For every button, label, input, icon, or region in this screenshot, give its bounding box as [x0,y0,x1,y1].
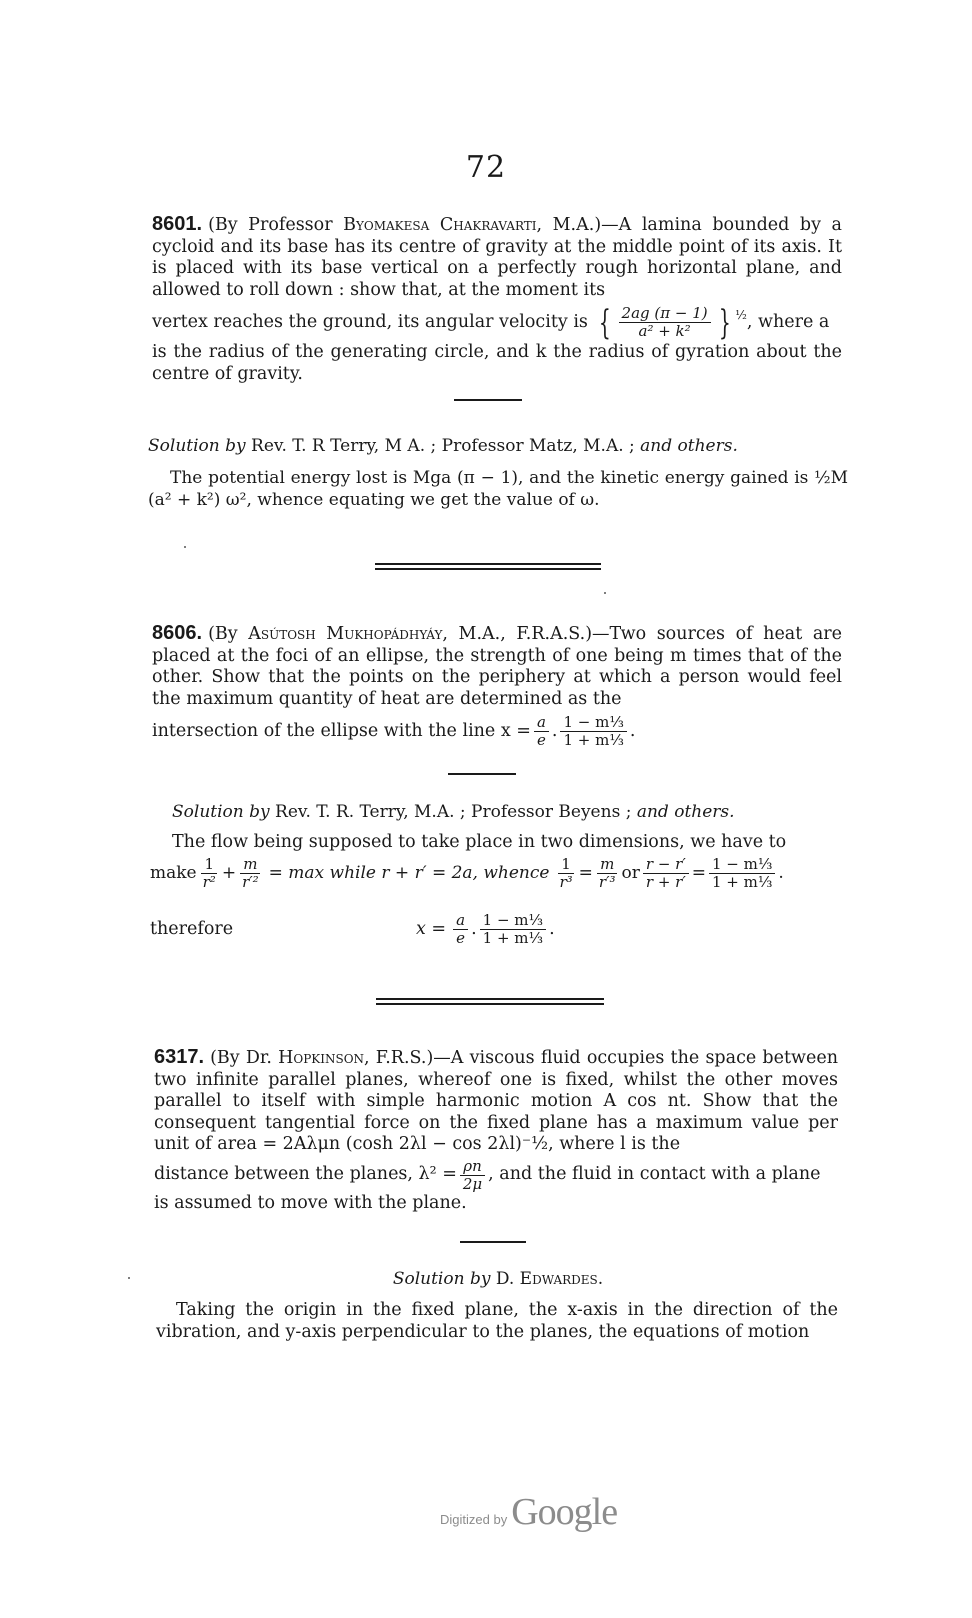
solution-6317-heading [148,1268,848,1290]
problem-number: 8606. [152,622,203,644]
solution-8606: Solution by Rev. T. R. Terry, M.A. ; Professor Beyens ; and others. [172,802,735,822]
problem-text: of heat are placed at the foci of an ellipse, the strength of one being m times that of the other. Show that the points on the periphery at which a person would feel the maximum quantity of heat are determined as the [152,624,842,709]
separator-rule [454,399,522,401]
problem-8606-statement: 8606. (By Asútosh Mukhopádhyáy, M.A., F.R.A.S.)—Two sources of heat are placed at the foci of an ellipse, the strength of one being m times that of the other. Show that the points on the periphery at which a person would feel the maximum quantity of heat are determined as the [152,622,842,709]
therefore-line: therefore x = $\frac{a}{e}$ . $\frac{\text{1 − m⅓}}{\text{1 + m⅓}}$ . [150,911,555,947]
digitized-watermark: Digitized by Google [440,1491,618,1533]
problem-8601-statement: 8601. (By Professor Byomakesa Chakravarti, M.A.)—A lamina bounded by a cycloid and its base has its centre of gravity at the middle point of its axis. It is placed with its base vertical on a perfectly rough horizontal plane, and allowed to roll down : show that, at the moment its [152,213,842,300]
speck [128,1277,130,1279]
problem-6317 [154,1047,838,1214]
problem-number: 6317. [154,1046,205,1068]
separator-rule [448,773,516,775]
left-brace: { [598,302,611,343]
fraction: $\frac{2ag (\pi - 1)}{\text{a² + k²}}$ [619,305,711,340]
solver-names: D. Edwardes. [490,1269,604,1289]
solution-6317-body: Taking the origin in the fixed plane, the x-axis in the direction of the vibration, and y-axis perpendicular to the planes, the equations of motion [156,1300,838,1342]
problem-number: 8601. [152,213,203,235]
author-name: Hopkinson [278,1048,365,1068]
maximum-condition-line: make $\frac{1}{\text{r²}}$ + $\frac{m}{\text{r′²}}$ = max while r + r′ = 2a, whence $\frac{1}{\text{r³}}$ = $\frac{m}{\text{r′³}}$ or $\frac{r - r'}{r + r'}$ = $\frac{\text{1 − m⅓}}{\text{1 + m⅓}}$ . [150,855,784,891]
problem-text-end: is the radius of the generating circle, and k the radius of gyration about the centre of gravity. [152,342,842,384]
angular-velocity-line: vertex reaches the ground, its angular velocity is { $\frac{2ag (\pi - 1)}{\text{a² + k²}}$ } $^{\frac{1}{2}}$ , where a [152,302,830,343]
separator-rule [460,1241,526,1243]
speck [604,592,606,594]
speck [184,546,186,548]
google-logo: Google [511,1491,618,1533]
solution-8601: Solution by Rev. T. R Terry, M A. ; Professor Matz, M.A. ; and others. The potential energy lost is Mga (π − 1), and the kinetic energy gained is ½M (a² + k²) ω², whence equating we get the value of ω. [148,436,848,510]
page-number: 72 [465,150,507,185]
problem-6317-statement: 6317. (By Dr. Hopkinson, F.R.S.)—A viscous fluid occupies the space between two infinite parallel planes, whereof one is fixed, whilst the other moves parallel to itself with simple harmonic motion A cos nt. Show that the consequent tangential force on the fixed plane has a maximum value per unit of area = 2Aλμn (cosh 2λl − cos 2λl)⁻½, where l is the [154,1046,838,1154]
exponent: ½ [735,307,747,322]
solution-8606-body: The flow being supposed to take place in two dimensions, we have to [172,832,787,852]
solution-label: Solution by [392,1269,491,1289]
problem-text: bounded by a cycloid and its base has its centre of gravity at the middle point of its axis. It is placed with its base vertical on a perfectly rough horizontal plane, and allowed to roll down : show that, at the moment its [152,215,842,300]
line-equation: intersection of the ellipse with the line x = $\frac{a}{e}$ . $\frac{\text{1 − m⅓}}{\text{1 + m⅓}}$ . [152,713,636,749]
double-separator-rule [375,563,601,570]
solution-body: The potential energy lost is Mga (π − 1), and the kinetic energy gained is ½M (a² + k²) ω², whence equating we get the value of ω. [148,468,848,510]
problem-text: space between two infinite parallel planes, whereof one is fixed, whilst the other moves parallel to itself with simple harmonic motion A cos nt. Show that the consequent tangential force on the fixed plane has a maximum value per unit of area = 2Aλμn (cosh 2λl − cos 2λl)⁻½, where l is the [154,1048,838,1154]
solution-label: Solution by [172,802,270,822]
right-brace: } [718,302,731,343]
double-separator-rule [376,998,604,1005]
solution-label: Solution by [148,436,246,456]
solver-names: Rev. T. R Terry, M A. ; Professor Matz, M.A. ; [245,436,635,456]
lambda-equation-line: distance between the planes, λ² = $\frac{\rho n}{2\mu}$ , and the fluid in contact with a plane [154,1156,821,1193]
problem-text-end: is assumed to move with the plane. [154,1192,467,1213]
problem-8601 [152,214,842,385]
author-name: Byomakesa Chakravarti [343,215,537,235]
problem-8606 [152,623,842,749]
author-name: Asútosh Mukhopádhyáy [248,624,443,644]
solver-names: Rev. T. R. Terry, M.A. ; Professor Beyens ; [269,802,632,822]
